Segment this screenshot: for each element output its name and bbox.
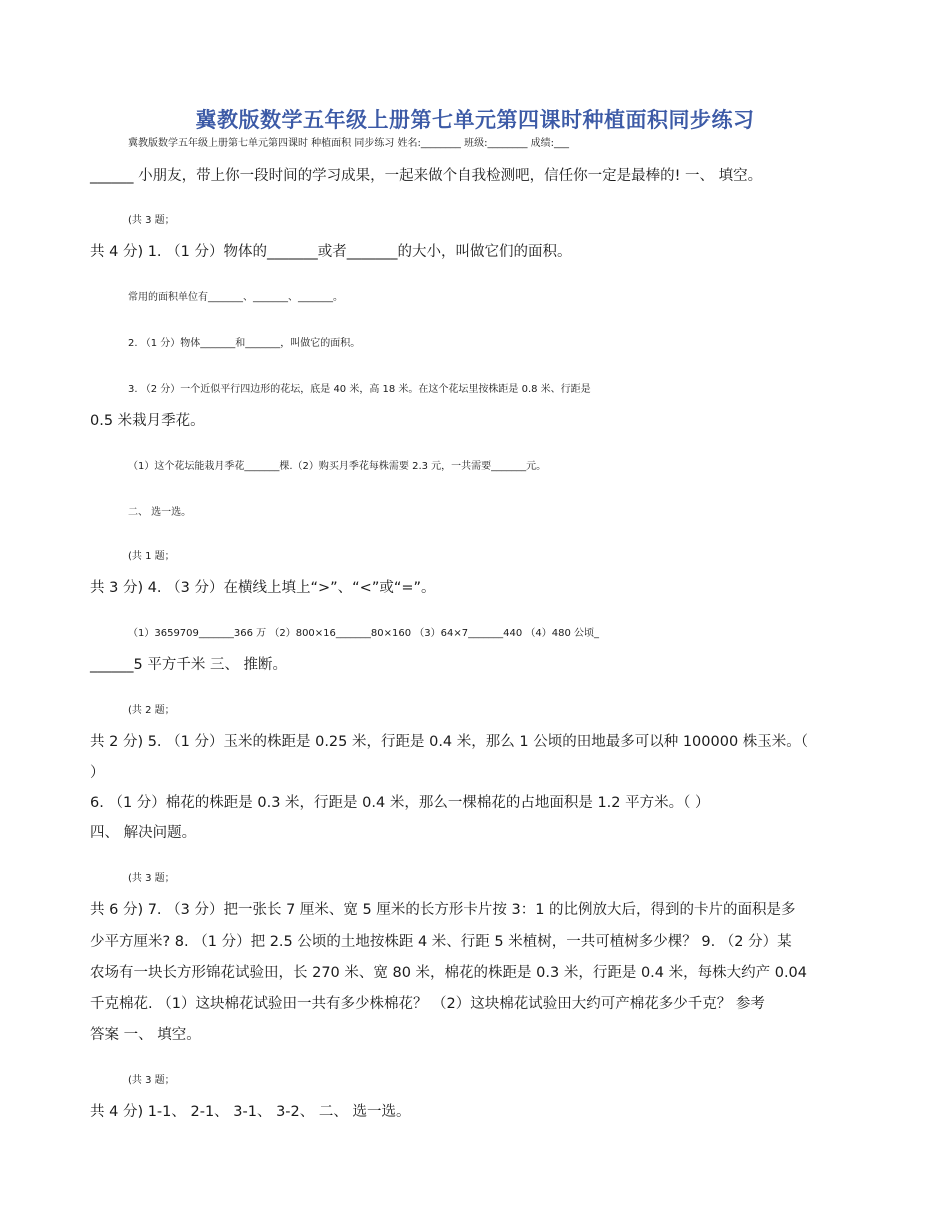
question-1: 共 4 分) 1. （1 分）物体的_______或者_______的大小，叫做它们的面积。 xyxy=(90,244,572,260)
question-4-items: （1）3659709_______366 万 （2）800×16_______80×160 （3）64×7_______440 （4）480 公顷_ xyxy=(128,628,599,639)
question-2: 2. （1 分）物体_______和_______，叫做它的面积。 xyxy=(128,338,361,349)
question-3-cont: 0.5 米栽月季花。 xyxy=(90,413,205,429)
section-count: (共 3 题； xyxy=(128,873,175,884)
question-9: 农场有一块长方形锦花试验田，长 270 米、宽 80 米，棉花的株距是 0.3 米，行距是 0.4 米，每株大约产 0.04 xyxy=(90,965,808,981)
question-1-units: 常用的面积单位有_______、_______、_______。 xyxy=(128,292,343,303)
intro-line: ______ 小朋友，带上你一段时间的学习成果，一起来做个自我检测吧，信任你一定是最棒的! 一、 填空。 xyxy=(90,168,763,184)
section-heading-4: 四、 解决问题。 xyxy=(90,825,197,841)
question-4-cont: ______5 平方千米 三、 推断。 xyxy=(90,657,288,673)
answer-keys: 共 4 分) 1-1、 2-1、 3-1、 3-2、 二、 选一选。 xyxy=(90,1104,411,1120)
section-count: (共 1 题； xyxy=(128,551,175,562)
answer-heading: 答案 一、 填空。 xyxy=(90,1027,201,1043)
header-info-line: 冀教版数学五年级上册第七单元第四课时 种植面积 同步练习 姓名:________ 班级:________ 成绩:___ xyxy=(128,138,570,149)
question-3-parts: （1）这个花坛能栽月季花_______棵.（2）购买月季花每株需要 2.3 元，一共需要_______元。 xyxy=(128,461,547,472)
question-6: 6. （1 分）棉花的株距是 0.3 米，行距是 0.4 米，那么一棵棉花的占地面积是 1.2 平方米。（ ） xyxy=(90,795,710,811)
question-4: 共 3 分) 4. （3 分）在横线上填上“>”、“<”或“=”。 xyxy=(90,580,436,596)
question-9-cont: 千克棉花. （1）这块棉花试验田一共有多少株棉花？ （2）这块棉花试验田大约可产棉花多少千克？ 参考 xyxy=(90,996,765,1012)
document-title: 冀教版数学五年级上册第七单元第四课时种植面积同步练习 xyxy=(195,108,755,132)
question-5: 共 2 分) 5. （1 分）玉米的株距是 0.25 米，行距是 0.4 米，那么 1 公顷的田地最多可以种 100000 株玉米。（ xyxy=(90,734,809,750)
section-count: (共 3 题； xyxy=(128,215,175,226)
section-count: (共 3 题； xyxy=(128,1075,175,1086)
question-8: 少平方厘米? 8. （1 分）把 2.5 公顷的土地按株距 4 米、行距 5 米植树，一共可植树多少棵？ 9. （2 分）某 xyxy=(90,934,792,950)
question-7: 共 6 分) 7. （3 分）把一张长 7 厘米、宽 5 厘米的长方形卡片按 3：1 的比例放大后，得到的卡片的面积是多 xyxy=(90,902,796,918)
section-count: (共 2 题； xyxy=(128,705,175,716)
section-heading-2: 二、 选一选。 xyxy=(128,507,192,518)
question-3: 3. （2 分）一个近似平行四边形的花坛，底是 40 米，高 18 米。在这个花坛里按株距是 0.8 米、行距是 xyxy=(128,384,591,395)
question-5-cont: ） xyxy=(90,765,105,781)
